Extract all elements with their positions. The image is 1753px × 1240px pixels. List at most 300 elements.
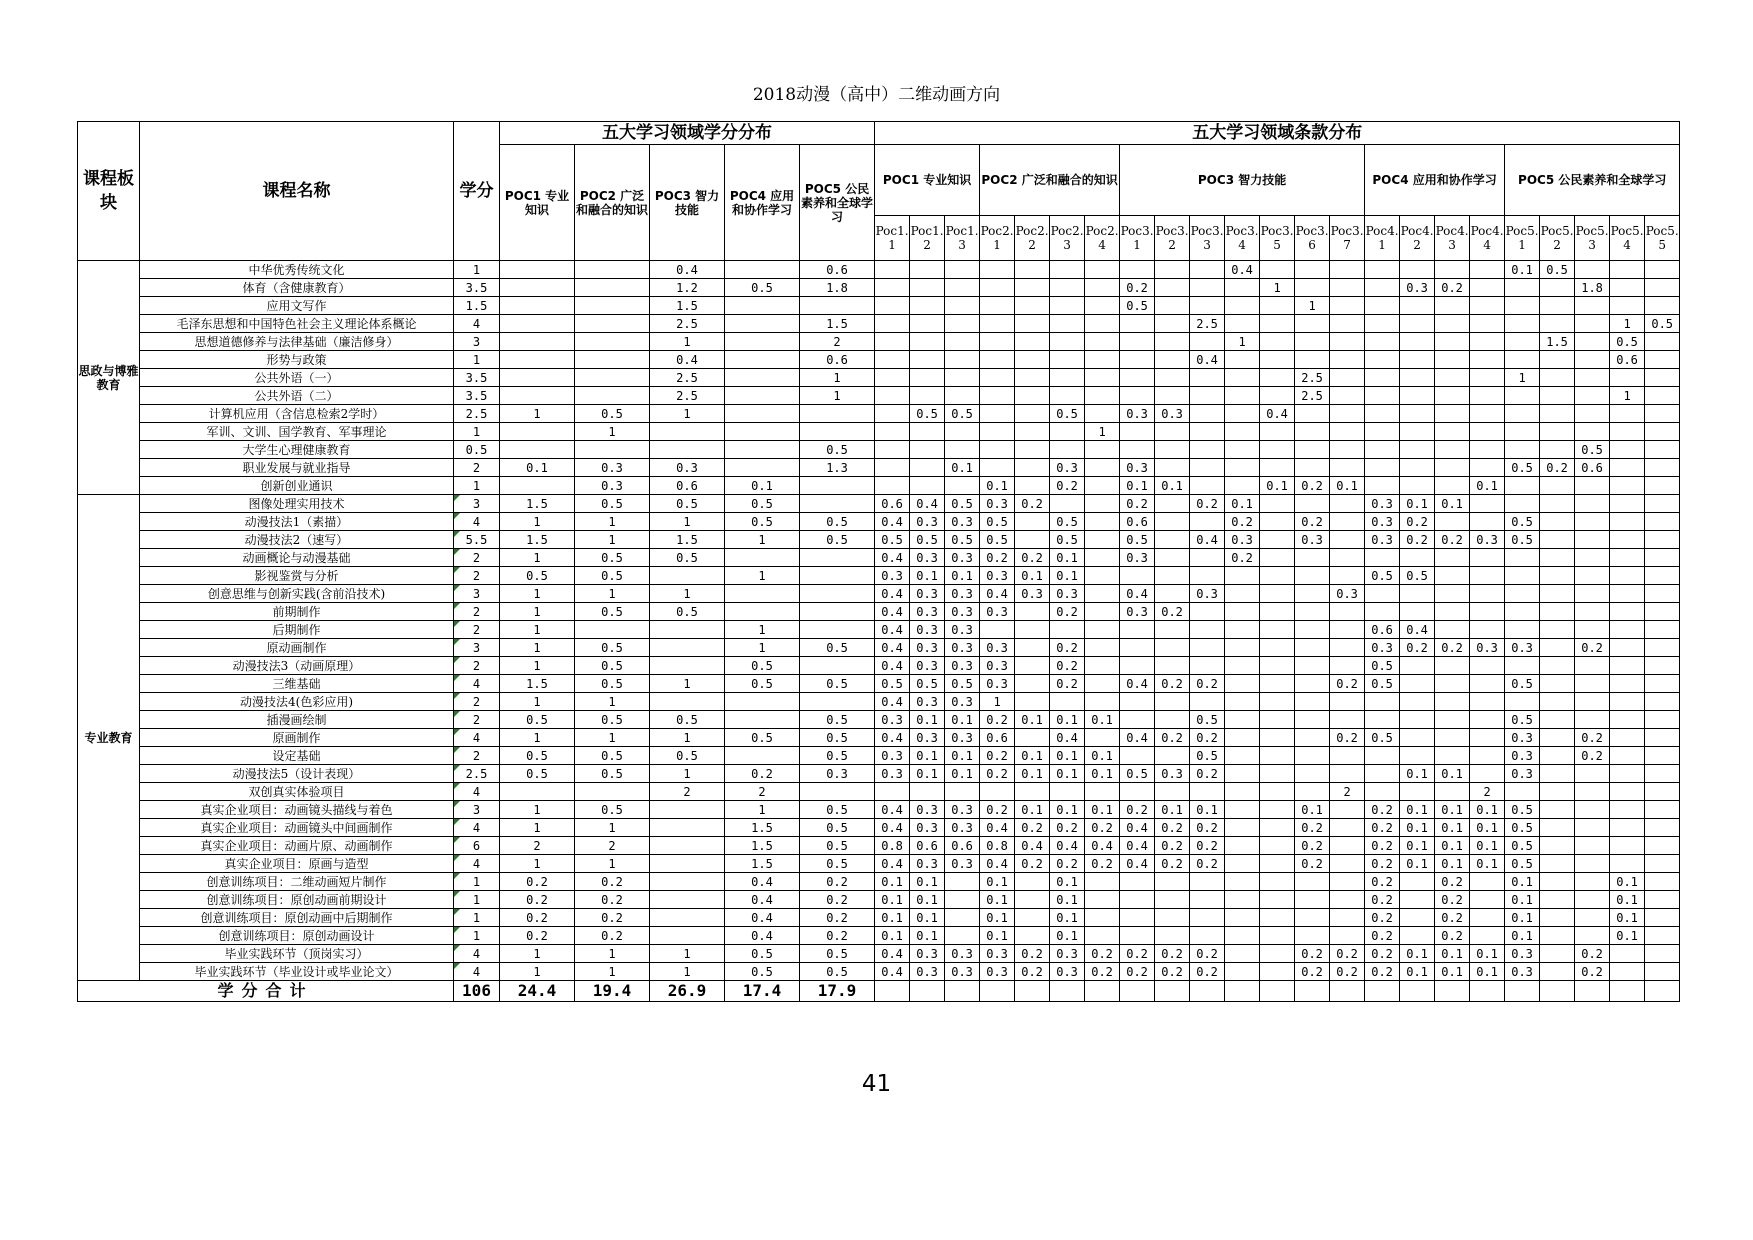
clause-cell	[1225, 297, 1260, 315]
credit-cell	[650, 423, 725, 441]
clause-cell: 0.4	[875, 801, 910, 819]
page-number: 41	[861, 1071, 892, 1097]
clause-cell	[1330, 927, 1365, 945]
clause-cell	[1645, 909, 1680, 927]
clause-cell	[1190, 567, 1225, 585]
clause-cell: 0.2	[1435, 927, 1470, 945]
clause-cell	[1540, 315, 1575, 333]
clause-cell	[1470, 567, 1505, 585]
clause-cell	[875, 783, 910, 801]
course-name: 体育（含健康教育）	[140, 279, 454, 297]
clause-cell	[1540, 621, 1575, 639]
clause-cell	[875, 441, 910, 459]
course-credit: 0.5	[454, 441, 500, 459]
clause-cell: 0.1	[910, 891, 945, 909]
clause-cell: 0.3	[1225, 531, 1260, 549]
credit-cell: 1	[575, 963, 650, 981]
clause-cell: 0.1	[1015, 711, 1050, 729]
clause-cell: 0.1	[1050, 801, 1085, 819]
credit-cell: 0.5	[800, 963, 875, 981]
credit-cell: 0.5	[800, 855, 875, 873]
course-block-label: 思政与博雅教育	[78, 261, 140, 495]
clause-cell	[1085, 621, 1120, 639]
clause-cell: 0.1	[1050, 567, 1085, 585]
clause-cell	[1120, 909, 1155, 927]
credit-cell: 1	[575, 693, 650, 711]
course-name: 毛泽东思想和中国特色社会主义理论体系概论	[140, 315, 454, 333]
credit-cell	[800, 423, 875, 441]
clause-cell	[1610, 261, 1645, 279]
credit-cell	[800, 585, 875, 603]
clause-cell	[1505, 333, 1540, 351]
clause-cell: 0.1	[1050, 873, 1085, 891]
clause-cell	[1645, 693, 1680, 711]
clause-cell: 0.5	[910, 675, 945, 693]
clause-cell	[1015, 369, 1050, 387]
clause-cell	[1435, 477, 1470, 495]
clause-cell	[1190, 549, 1225, 567]
clause-cell: 0.2	[1435, 279, 1470, 297]
clause-cell	[1015, 873, 1050, 891]
clause-cell	[1120, 441, 1155, 459]
clause-cell: 0.3	[945, 621, 980, 639]
clause-cell: 0.2	[1015, 495, 1050, 513]
credit-cell: 0.4	[725, 927, 800, 945]
clause-cell	[1295, 639, 1330, 657]
clause-cell	[1645, 369, 1680, 387]
clause-cell: 0.2	[1190, 855, 1225, 873]
table-row	[78, 297, 1680, 315]
clause-cell	[945, 297, 980, 315]
credit-cell	[725, 261, 800, 279]
clause-cell: 0.4	[875, 855, 910, 873]
credit-cell: 2	[500, 837, 575, 855]
credit-cell: 1	[500, 693, 575, 711]
clause-cell	[1610, 621, 1645, 639]
header-clause-col: Poc2.1	[980, 216, 1015, 261]
total-clause-cell	[1155, 981, 1190, 1002]
credit-cell: 0.5	[575, 711, 650, 729]
clause-cell	[1330, 855, 1365, 873]
clause-cell: 0.2	[1295, 945, 1330, 963]
clause-cell: 0.2	[1225, 549, 1260, 567]
clause-cell	[1575, 909, 1610, 927]
clause-cell	[1295, 891, 1330, 909]
clause-cell	[1225, 441, 1260, 459]
clause-cell	[1295, 747, 1330, 765]
clause-cell	[1225, 783, 1260, 801]
clause-cell	[1400, 549, 1435, 567]
clause-cell: 0.3	[875, 711, 910, 729]
clause-cell: 0.1	[945, 567, 980, 585]
course-name: 毕业实践环节（顶岗实习）	[140, 945, 454, 963]
clause-cell	[1015, 297, 1050, 315]
clause-cell	[1015, 387, 1050, 405]
clause-cell	[1365, 441, 1400, 459]
clause-cell: 0.2	[1540, 459, 1575, 477]
credit-cell	[800, 297, 875, 315]
course-name: 形势与政策	[140, 351, 454, 369]
clause-cell: 0.1	[1470, 837, 1505, 855]
clause-cell: 0.6	[1365, 621, 1400, 639]
credit-cell	[725, 441, 800, 459]
clause-cell	[1435, 459, 1470, 477]
credit-cell: 2	[650, 783, 725, 801]
credit-cell	[575, 783, 650, 801]
credit-cell	[575, 441, 650, 459]
clause-cell	[1400, 369, 1435, 387]
clause-cell	[1645, 711, 1680, 729]
clause-cell	[1575, 765, 1610, 783]
clause-cell: 0.1	[1015, 765, 1050, 783]
clause-cell: 0.4	[1225, 261, 1260, 279]
clause-cell: 0.3	[1015, 585, 1050, 603]
header-clause-col: Poc1.2	[910, 216, 945, 261]
credit-cell: 0.5	[650, 549, 725, 567]
clause-cell	[1470, 621, 1505, 639]
clause-cell	[1435, 315, 1470, 333]
clause-cell: 0.4	[875, 639, 910, 657]
credit-cell	[650, 837, 725, 855]
credit-cell: 1.5	[500, 675, 575, 693]
total-credit: 106	[454, 981, 500, 1002]
clause-cell	[875, 369, 910, 387]
table-row	[78, 621, 1680, 639]
course-credit: 3	[454, 639, 500, 657]
clause-cell: 0.1	[1225, 495, 1260, 513]
header-credit-poc4: POC4 应用和协作学习	[725, 145, 800, 261]
course-credit: 1	[454, 351, 500, 369]
clause-cell	[1400, 387, 1435, 405]
clause-cell: 0.2	[1295, 837, 1330, 855]
clause-cell: 0.5	[1365, 729, 1400, 747]
clause-cell	[1470, 747, 1505, 765]
credit-cell	[500, 351, 575, 369]
header-credit-distribution: 五大学习领域学分分布	[500, 122, 875, 145]
clause-cell	[1330, 639, 1365, 657]
total-clause-cell	[1470, 981, 1505, 1002]
clause-cell	[1260, 729, 1295, 747]
clause-cell	[1645, 945, 1680, 963]
clause-cell	[1540, 405, 1575, 423]
table-row	[78, 657, 1680, 675]
credit-cell	[725, 333, 800, 351]
clause-cell	[980, 333, 1015, 351]
course-credit: 2	[454, 747, 500, 765]
credit-cell: 1	[500, 639, 575, 657]
credit-cell	[500, 423, 575, 441]
clause-cell	[1225, 927, 1260, 945]
clause-cell	[1645, 783, 1680, 801]
credit-cell: 0.5	[800, 711, 875, 729]
credit-cell	[500, 783, 575, 801]
clause-cell	[1470, 927, 1505, 945]
clause-cell	[1330, 909, 1365, 927]
clause-cell	[1575, 801, 1610, 819]
clause-cell	[1295, 495, 1330, 513]
clause-cell	[1190, 657, 1225, 675]
clause-cell	[1645, 261, 1680, 279]
clause-cell	[1505, 477, 1540, 495]
clause-cell	[1330, 441, 1365, 459]
clause-cell: 0.2	[980, 801, 1015, 819]
clause-cell: 0.2	[1190, 495, 1225, 513]
clause-cell	[980, 441, 1015, 459]
clause-cell	[1645, 333, 1680, 351]
clause-cell	[1610, 603, 1645, 621]
clause-cell	[875, 261, 910, 279]
clause-cell: 0.3	[910, 603, 945, 621]
clause-cell	[1050, 351, 1085, 369]
clause-cell	[1575, 819, 1610, 837]
clause-cell	[1330, 405, 1365, 423]
clause-cell	[1575, 477, 1610, 495]
clause-cell	[1435, 423, 1470, 441]
course-name: 大学生心理健康教育	[140, 441, 454, 459]
header-clause-group-poc3: POC3 智力技能	[1120, 145, 1365, 216]
credit-cell	[800, 783, 875, 801]
credit-cell	[800, 549, 875, 567]
clause-cell	[1225, 351, 1260, 369]
clause-cell: 0.3	[1050, 585, 1085, 603]
clause-cell	[1435, 261, 1470, 279]
credit-cell: 1	[575, 585, 650, 603]
clause-cell: 0.2	[1050, 675, 1085, 693]
total-clause-cell	[1540, 981, 1575, 1002]
credit-cell: 0.2	[575, 927, 650, 945]
clause-cell	[1050, 279, 1085, 297]
clause-cell	[1470, 459, 1505, 477]
credit-cell: 1.3	[800, 459, 875, 477]
clause-cell: 0.2	[1050, 855, 1085, 873]
course-credit: 4	[454, 315, 500, 333]
clause-cell: 2	[1470, 783, 1505, 801]
clause-cell	[1155, 369, 1190, 387]
clause-cell	[1470, 297, 1505, 315]
clause-cell: 0.3	[1505, 945, 1540, 963]
clause-cell	[1330, 333, 1365, 351]
clause-cell	[1575, 297, 1610, 315]
clause-cell: 0.2	[1575, 747, 1610, 765]
clause-cell	[1365, 297, 1400, 315]
clause-cell	[1260, 495, 1295, 513]
clause-cell	[1540, 567, 1575, 585]
clause-cell	[1155, 279, 1190, 297]
credit-cell: 0.4	[725, 891, 800, 909]
clause-cell	[1050, 261, 1085, 279]
clause-cell	[1400, 423, 1435, 441]
course-name: 公共外语（一）	[140, 369, 454, 387]
clause-cell	[1225, 801, 1260, 819]
clause-cell: 0.4	[875, 621, 910, 639]
clause-cell	[1610, 675, 1645, 693]
credit-cell: 0.2	[575, 909, 650, 927]
clause-cell: 0.4	[1120, 585, 1155, 603]
clause-cell	[1610, 549, 1645, 567]
credit-cell: 1.5	[725, 855, 800, 873]
clause-cell	[1505, 567, 1540, 585]
total-credit-poc: 26.9	[650, 981, 725, 1002]
clause-cell: 0.1	[1050, 891, 1085, 909]
clause-cell	[1015, 441, 1050, 459]
clause-cell	[1610, 945, 1645, 963]
clause-cell	[1295, 585, 1330, 603]
clause-cell	[1330, 657, 1365, 675]
clause-cell: 0.4	[1260, 405, 1295, 423]
clause-cell	[1225, 387, 1260, 405]
clause-cell	[1085, 927, 1120, 945]
header-clause-col: Poc5.3	[1575, 216, 1610, 261]
course-credit: 2.5	[454, 765, 500, 783]
table-row	[78, 891, 1680, 909]
header-credit-poc5: POC5 公民素养和全球学习	[800, 145, 875, 261]
credit-cell: 1	[500, 945, 575, 963]
credit-cell: 2.5	[650, 387, 725, 405]
clause-cell	[1540, 549, 1575, 567]
clause-cell: 0.5	[945, 405, 980, 423]
credit-cell: 1	[575, 945, 650, 963]
clause-cell: 0.2	[1120, 495, 1155, 513]
clause-cell: 0.1	[910, 747, 945, 765]
header-credits: 学分	[454, 122, 500, 261]
clause-cell: 1	[1610, 315, 1645, 333]
credit-cell	[800, 567, 875, 585]
clause-cell	[1120, 693, 1155, 711]
clause-cell	[1505, 783, 1540, 801]
clause-cell	[1085, 513, 1120, 531]
clause-cell	[1085, 729, 1120, 747]
clause-cell	[1365, 315, 1400, 333]
credit-cell: 0.5	[800, 801, 875, 819]
clause-cell	[1575, 927, 1610, 945]
clause-cell: 0.4	[1400, 621, 1435, 639]
clause-cell: 0.3	[875, 567, 910, 585]
credit-cell: 1	[575, 531, 650, 549]
clause-cell: 0.2	[1085, 855, 1120, 873]
clause-cell: 0.2	[1295, 963, 1330, 981]
clause-cell	[1645, 837, 1680, 855]
clause-cell: 1	[1260, 279, 1295, 297]
clause-cell: 0.3	[1330, 585, 1365, 603]
credit-cell: 0.5	[575, 765, 650, 783]
clause-cell	[1015, 891, 1050, 909]
course-credit: 1	[454, 873, 500, 891]
clause-cell	[1330, 549, 1365, 567]
clause-cell	[1540, 297, 1575, 315]
course-name: 动漫技法2（速写）	[140, 531, 454, 549]
credit-cell: 1	[500, 855, 575, 873]
clause-cell: 0.6	[1610, 351, 1645, 369]
clause-cell	[1120, 891, 1155, 909]
clause-cell: 1.8	[1575, 279, 1610, 297]
credit-cell	[800, 603, 875, 621]
clause-cell	[1085, 459, 1120, 477]
clause-cell: 0.6	[945, 837, 980, 855]
clause-cell	[1575, 783, 1610, 801]
clause-cell	[1400, 927, 1435, 945]
clause-cell	[1435, 513, 1470, 531]
clause-cell	[1540, 639, 1575, 657]
course-name: 原画制作	[140, 729, 454, 747]
clause-cell: 0.2	[1365, 855, 1400, 873]
clause-cell	[1365, 261, 1400, 279]
clause-cell	[1505, 585, 1540, 603]
clause-cell	[875, 297, 910, 315]
clause-cell	[1645, 891, 1680, 909]
credit-cell: 0.5	[800, 513, 875, 531]
clause-cell	[1610, 711, 1645, 729]
clause-cell	[945, 279, 980, 297]
clause-cell	[1470, 513, 1505, 531]
clause-cell	[1470, 333, 1505, 351]
credit-cell: 1	[500, 729, 575, 747]
header-clause-col: Poc2.2	[1015, 216, 1050, 261]
clause-cell	[1470, 891, 1505, 909]
credit-cell: 0.5	[575, 747, 650, 765]
clause-cell	[1645, 423, 1680, 441]
credit-cell: 0.2	[500, 927, 575, 945]
clause-cell: 0.2	[1155, 837, 1190, 855]
clause-cell	[875, 279, 910, 297]
clause-cell	[1085, 369, 1120, 387]
clause-cell	[1435, 693, 1470, 711]
clause-cell	[1435, 333, 1470, 351]
clause-cell	[1260, 387, 1295, 405]
clause-cell	[1260, 315, 1295, 333]
clause-cell	[1190, 297, 1225, 315]
total-credit-poc: 19.4	[575, 981, 650, 1002]
clause-cell: 0.1	[945, 459, 980, 477]
credit-cell	[650, 657, 725, 675]
clause-cell: 0.2	[1365, 891, 1400, 909]
clause-cell	[1610, 855, 1645, 873]
course-name: 设定基础	[140, 747, 454, 765]
clause-cell	[1645, 495, 1680, 513]
table-row	[78, 693, 1680, 711]
clause-cell	[1085, 531, 1120, 549]
header-credit-poc1: POC1 专业知识	[500, 145, 575, 261]
clause-cell: 0.2	[1575, 945, 1610, 963]
clause-cell: 0.4	[910, 495, 945, 513]
clause-cell	[1015, 351, 1050, 369]
clause-cell	[1260, 531, 1295, 549]
course-credit: 1.5	[454, 297, 500, 315]
clause-cell	[1540, 909, 1575, 927]
total-clause-cell	[1610, 981, 1645, 1002]
credit-cell: 2.5	[650, 369, 725, 387]
credit-cell: 0.3	[800, 765, 875, 783]
clause-cell	[1400, 585, 1435, 603]
clause-cell	[910, 351, 945, 369]
clause-cell	[1645, 351, 1680, 369]
clause-cell	[1435, 297, 1470, 315]
clause-cell	[1435, 351, 1470, 369]
credit-cell: 0.5	[575, 495, 650, 513]
clause-cell	[1365, 279, 1400, 297]
clause-cell	[1225, 729, 1260, 747]
clause-cell: 0.1	[980, 909, 1015, 927]
clause-cell: 0.1	[1085, 765, 1120, 783]
clause-cell: 0.4	[1190, 531, 1225, 549]
clause-cell: 0.4	[1015, 837, 1050, 855]
course-credit: 2	[454, 657, 500, 675]
credit-cell	[575, 351, 650, 369]
clause-cell	[1155, 297, 1190, 315]
clause-cell: 0.3	[1365, 513, 1400, 531]
clause-cell: 0.2	[1190, 675, 1225, 693]
header-clause-col: Poc2.3	[1050, 216, 1085, 261]
credit-cell	[650, 909, 725, 927]
